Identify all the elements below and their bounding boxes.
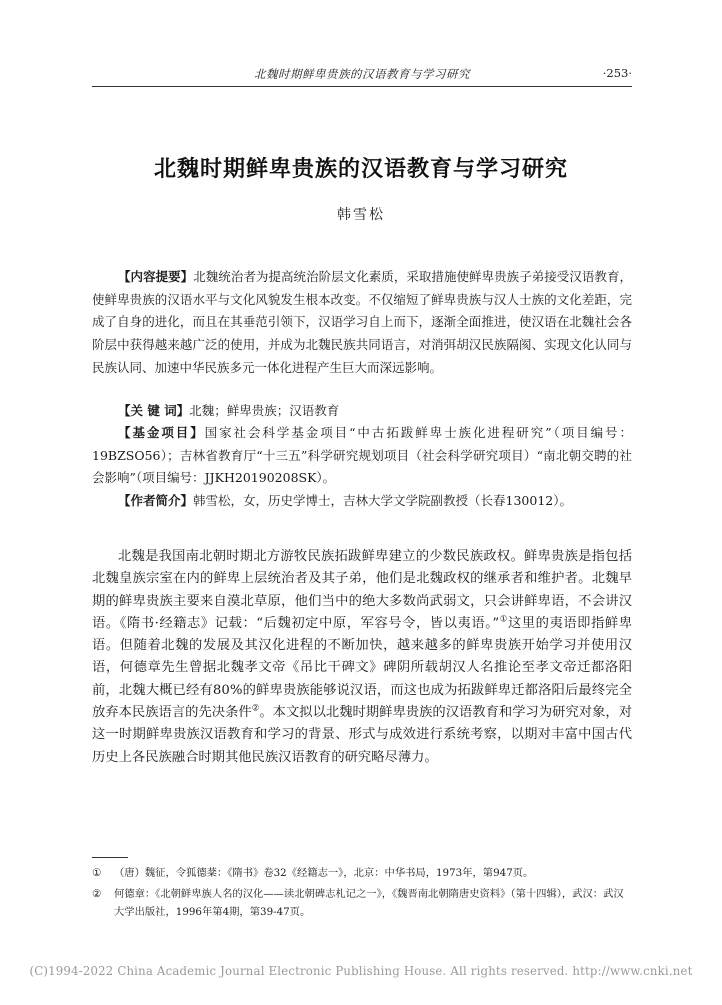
article-author: 韩雪松 — [337, 207, 385, 223]
body-paragraph — [92, 546, 632, 769]
page-number: ·253· — [602, 66, 632, 80]
keywords-label: 【关 键 词】 — [118, 403, 190, 418]
copyright-notice: (C)1994-2022 China Academic Journal Electronic Publishing House. All rights reserved. http://www.cnki.net — [29, 964, 693, 978]
footnote-divider — [92, 857, 128, 858]
fund-block — [92, 422, 632, 490]
running-header — [92, 62, 632, 86]
header-divider — [92, 86, 632, 87]
article-title: 北魏时期鲜卑贵族的汉语教育与学习研究 — [153, 157, 568, 182]
abstract-block — [92, 266, 632, 380]
abstract-text: 北魏统治者为提高统治阶层文化素质，采取措施使鲜卑贵族子弟接受汉语教育，使鲜卑贵族的汉语水平与文化风貌发生根本改变。不仅缩短了鲜卑贵族与汉人士族的文化差距，完成了自身的进化，而且在其垂范引领下，汉语学习自上而下，逐渐全面推进，使汉语在北魏社会各阶层中获得越来越广泛的使用，并成为北魏民族共同语言，对消弭胡汉民族隔阂、实现文化认同与民族认同、加速中华民族多元一体化进程产生巨大而深远影响。 — [92, 269, 632, 375]
body-text-part2: 这里的夷语即指鲜卑语。但随着北魏的发展及其汉化进程的不断加快，越来越多的鲜卑贵族开始学习并使用汉语，何德章先生曾据北魏孝文帝《吊比干碑文》碑阴所载胡汉人名推论至孝文帝迁都洛阳前，北魏大概已经有80%的鲜卑贵族能够说汉语，而这也成为拓跋鲜卑迁都洛阳后最终完全放弃本民族语言的先决条件 — [92, 615, 633, 721]
footnote-number: ② — [92, 888, 102, 900]
author-bio-block — [92, 490, 632, 513]
footnote-ref-2[interactable]: ② — [251, 703, 260, 714]
body-text-part3: 。本文拟以北魏时期鲜卑贵族的汉语教育和学习为研究对象，对这一时期鲜卑贵族汉语教育和学习的背景、形式与成效进行系统考察，以期对丰富中国古代历史上各民族融合时期其他民族汉语教育的研究略尽薄力。 — [92, 705, 633, 765]
author-bio-label: 【作者简介】 — [118, 493, 194, 508]
fund-text: 国家社会科学基金项目“中古拓跋鲜卑士族化进程研究”（项目编号：19BZSO56）；吉林省教育厅“十三五”科学研究规划项目（社会科学研究项目）“南北朝交聘的社会影响”（项目编号：JJKH20190208SK）。 — [92, 425, 632, 486]
author-bio-text: 韩雪松，女，历史学博士，吉林大学文学院副教授（长春130012）。 — [193, 493, 572, 508]
abstract-label: 【内容提要】 — [118, 269, 194, 284]
keywords-block — [92, 400, 632, 423]
footnote-number: ① — [92, 867, 102, 879]
body-text-part1: 北魏是我国南北朝时期北方游牧民族拓跋鲜卑建立的少数民族政权。鲜卑贵族是指包括北魏皇族宗室在内的鲜卑上层统治者及其子弟，他们是北魏政权的继承者和维护者。北魏早期的鲜卑贵族主要来自漠北草原，他们当中的绝大多数尚武弱文，只会讲鲜卑语，不会讲汉语。《隋书·经籍志》记载：“后魏初定中原，军容号令，皆以夷语。” — [92, 549, 632, 631]
keywords-text: 北魏；鲜卑贵族；汉语教育 — [189, 403, 340, 418]
footnote-ref-1[interactable]: ① — [499, 614, 508, 625]
running-title: 北魏时期鲜卑贵族的汉语教育与学习研究 — [254, 67, 470, 81]
footnote-1 — [92, 864, 632, 882]
footnote-2 — [92, 885, 632, 921]
fund-label: 【基金项目】 — [118, 425, 205, 440]
footnote-text: 何德章：《北朝鲜卑族人名的汉化——读北朝碑志札记之一》，《魏晋南北朝隋唐史资料》（第十四辑），武汉：武汉大学出版社，1996年第4期，第39-47页。 — [114, 888, 624, 918]
footnote-text: （唐）魏征，令狐德棻：《隋书》卷32《经籍志一》，北京：中华书局，1973年，第947页。 — [114, 867, 534, 879]
